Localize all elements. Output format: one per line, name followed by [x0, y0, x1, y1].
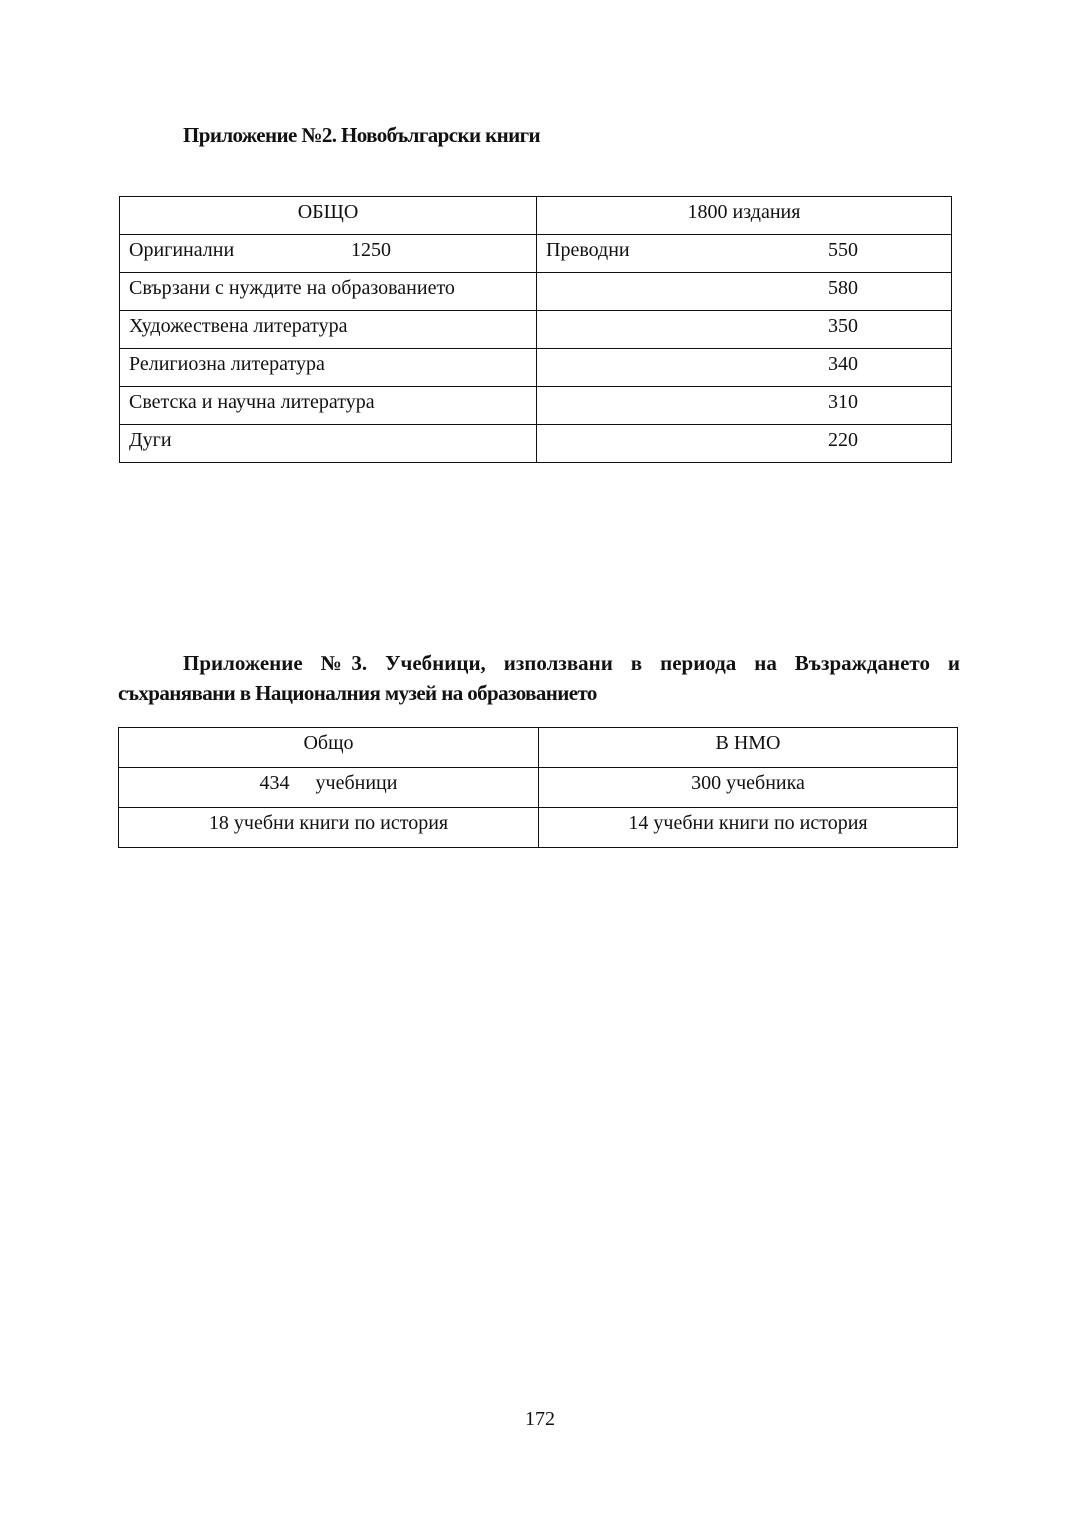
- appendix-2-title: Приложение №2. Новобългарски книги: [183, 123, 541, 147]
- page-number: 172: [525, 1408, 555, 1430]
- row-label: Художествена литература: [120, 311, 537, 349]
- table-row: [120, 311, 952, 349]
- appendix-3-title: [118, 648, 960, 708]
- row-label: Дуги: [120, 425, 537, 463]
- row-label: Светска и научна литература: [120, 387, 537, 425]
- row-value: 350: [828, 315, 858, 337]
- row-value-cell: [537, 387, 952, 425]
- translated-cell: [537, 235, 952, 273]
- nmo-header-cell: В НМО: [539, 728, 958, 768]
- new-bulgarian-books-table: [119, 196, 952, 463]
- table-row: [120, 197, 952, 235]
- total-history-books-cell: 18 учебни книги по история: [119, 808, 539, 848]
- total-textbooks-number: 434: [259, 772, 290, 794]
- textbooks-table: [118, 727, 958, 848]
- appendix-3-title-line-1: Приложение №3. Учебници, използвани в периода на Възраждането и: [183, 651, 960, 675]
- total-textbooks-cell: [119, 768, 539, 808]
- row-label: Религиозна литература: [120, 349, 537, 387]
- row-value-cell: [537, 349, 952, 387]
- translated-label: Преводни: [546, 239, 630, 261]
- table-row: [120, 387, 952, 425]
- table-row: [120, 235, 952, 273]
- appendix-3-title-line-2: съхранявани в Националния музей на образованието: [118, 681, 597, 705]
- original-cell: [120, 235, 537, 273]
- total-label-cell: ОБЩО: [120, 197, 537, 235]
- row-value-cell: [537, 311, 952, 349]
- row-value: 580: [828, 277, 858, 299]
- row-value: 310: [828, 391, 858, 413]
- original-value: 1250: [351, 239, 391, 261]
- nmo-textbooks-cell: 300 учебника: [539, 768, 958, 808]
- row-value: 340: [828, 353, 858, 375]
- row-value-cell: [537, 425, 952, 463]
- row-value-cell: [537, 273, 952, 311]
- total-textbooks-word: учебници: [315, 772, 398, 794]
- original-label: Оригинални: [129, 239, 235, 261]
- table-row: [119, 728, 958, 768]
- translated-value: 550: [828, 239, 858, 261]
- total-header-cell: Общо: [119, 728, 539, 768]
- row-value: 220: [828, 429, 858, 451]
- table-row: [120, 425, 952, 463]
- table-row: [120, 273, 952, 311]
- nmo-history-books-cell: 14 учебни книги по история: [539, 808, 958, 848]
- total-value-cell: 1800 издания: [537, 197, 952, 235]
- table-row: [120, 349, 952, 387]
- table-row: [119, 768, 958, 808]
- table-row: [119, 808, 958, 848]
- row-label: Свързани с нуждите на образованието: [120, 273, 537, 311]
